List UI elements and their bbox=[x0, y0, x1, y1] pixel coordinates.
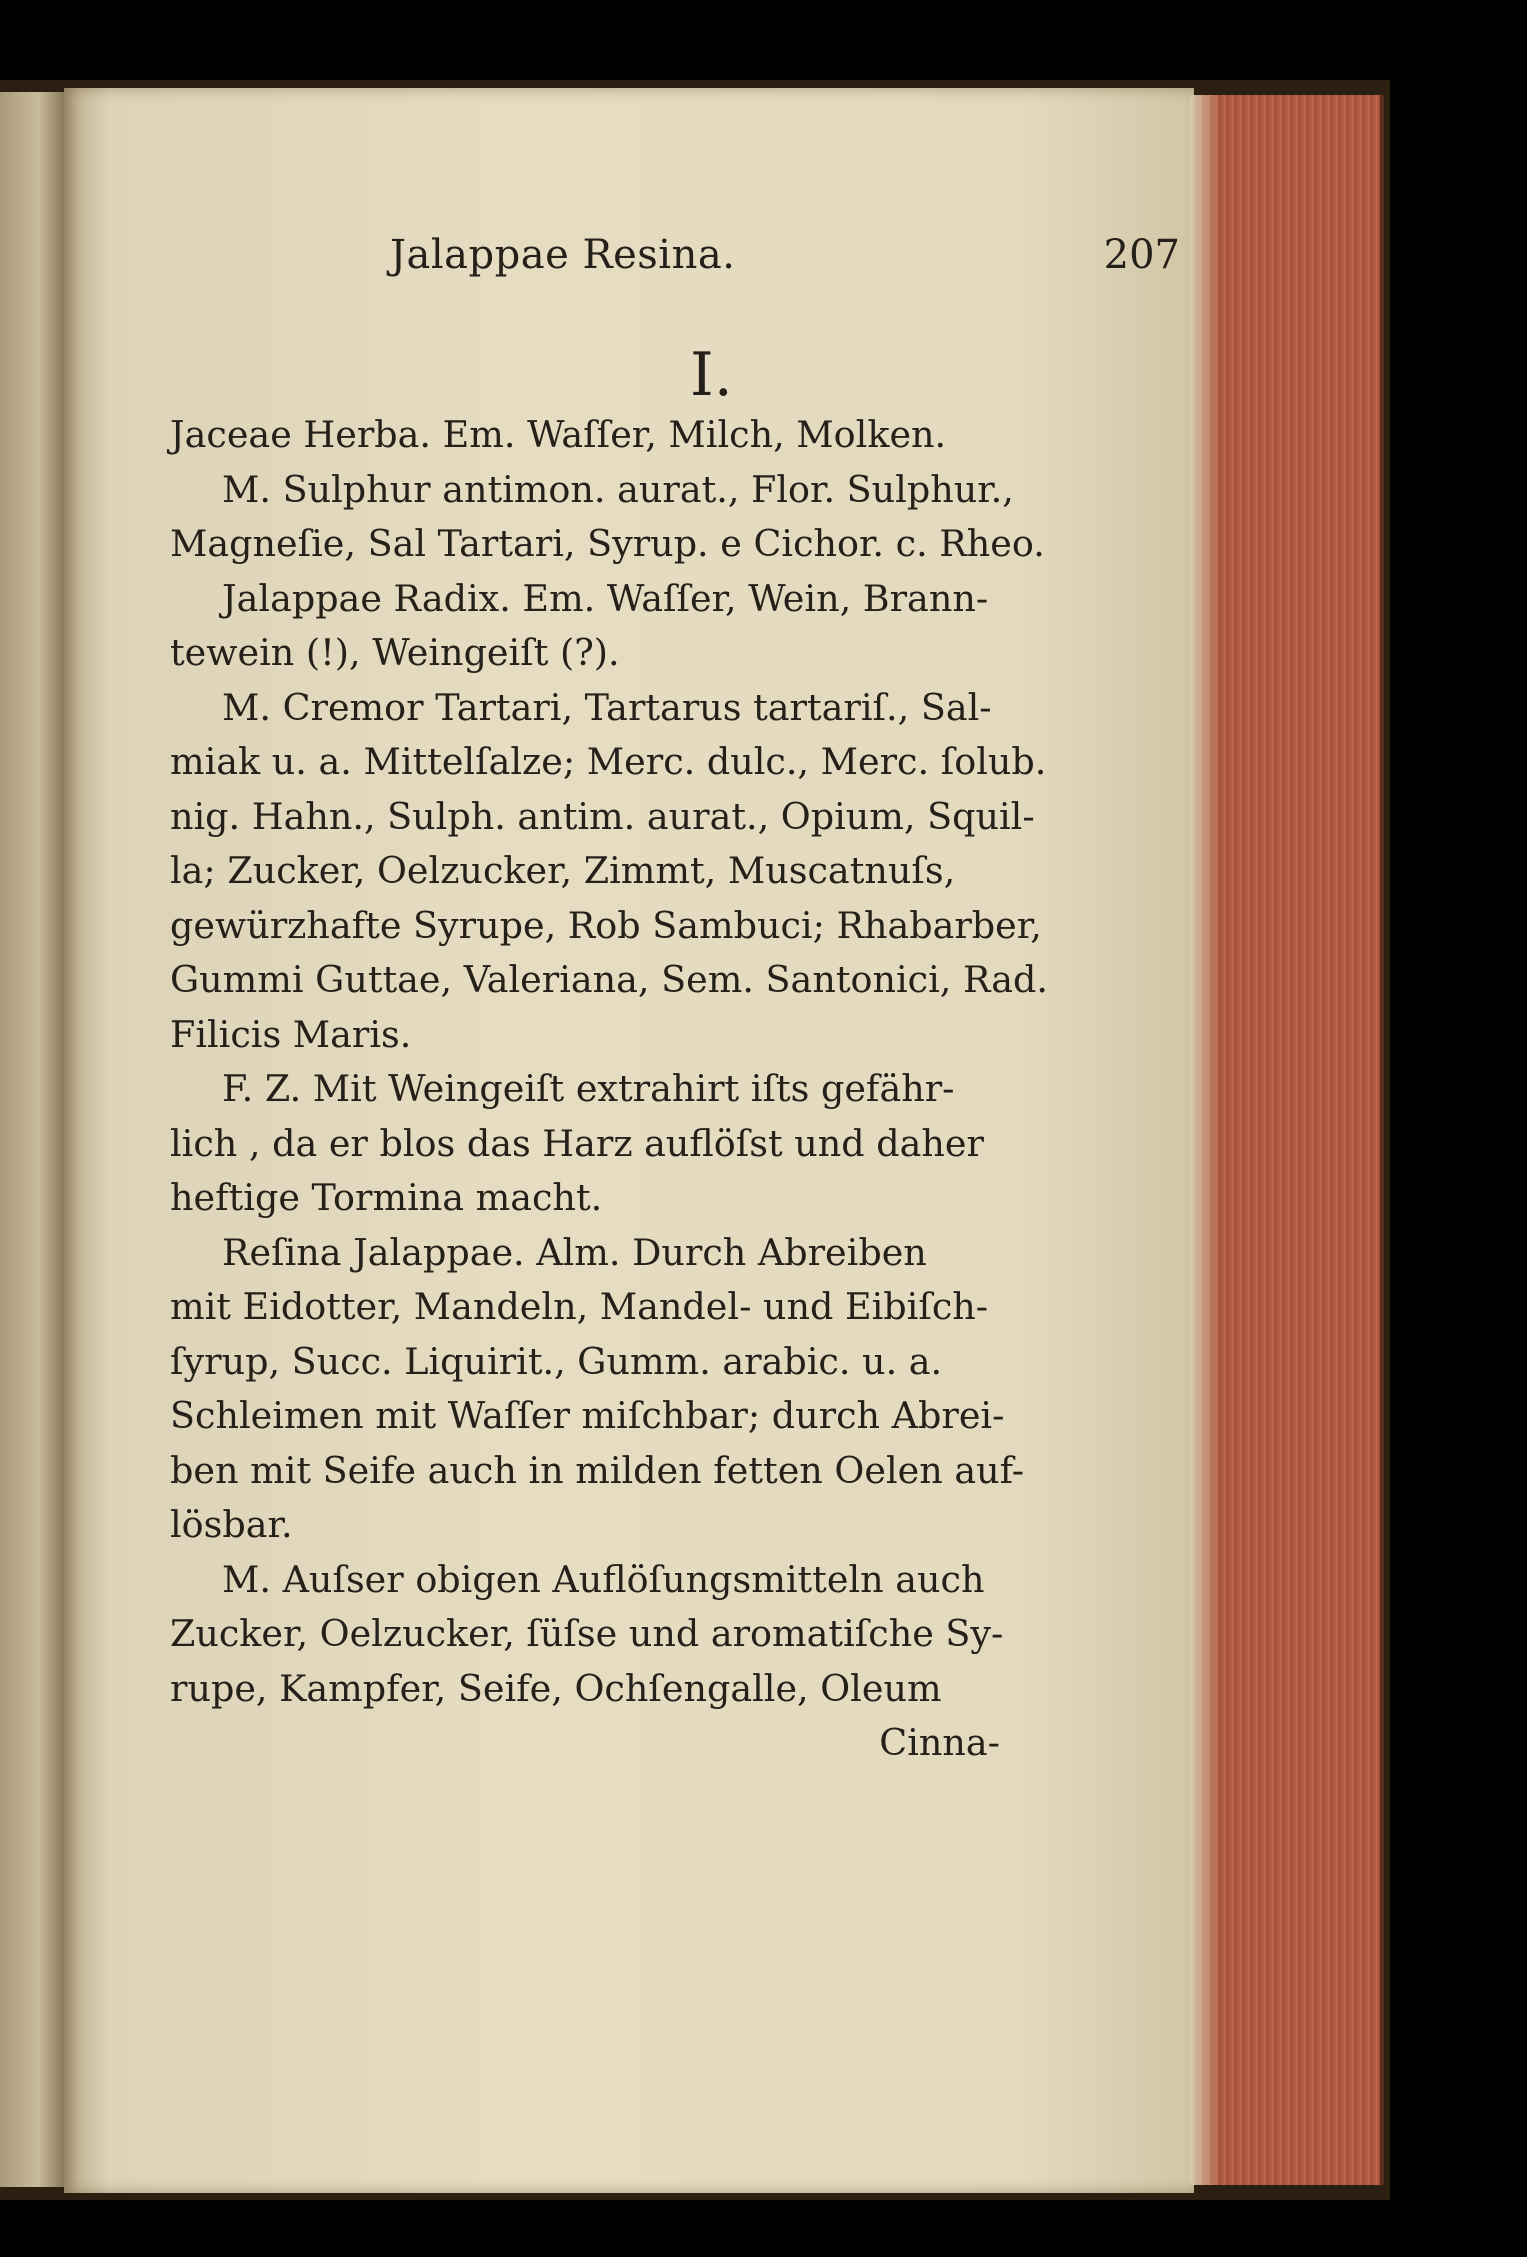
text-line: Jaceae Herba. Em. Waſſer, Milch, Molken. bbox=[170, 413, 947, 456]
catchword: Cinna- bbox=[879, 1721, 1000, 1764]
page-number: 207 bbox=[1103, 232, 1180, 278]
text-line: nig. Hahn., Sulph. antim. aurat., Opium, Squil- bbox=[170, 794, 1035, 838]
text-line: Schleimen mit Waſſer miſchbar; durch Abrei- bbox=[170, 1394, 1005, 1437]
running-header bbox=[390, 232, 1180, 292]
body-text bbox=[170, 408, 1049, 1771]
text-line: mit Eidotter, Mandeln, Mandel- und Eibiſch- bbox=[170, 1285, 989, 1328]
text-line: rupe, Kampfer, Seife, Ochſengalle, Oleum bbox=[170, 1666, 942, 1710]
text-line: M. Cremor Tartari, Tartarus tartariſ., Sal- bbox=[222, 685, 992, 729]
text-line: la; Zucker, Oelzucker, Zimmt, Muscatnuſs, bbox=[170, 849, 956, 892]
section-letter: I. bbox=[690, 340, 733, 410]
text-line: F. Z. Mit Weingeiſt extrahirt iſts gefähr- bbox=[222, 1067, 955, 1110]
page-block-edges bbox=[1190, 95, 1384, 2185]
text-line: Filicis Maris. bbox=[170, 1012, 412, 1056]
text-line: M. Sulphur antimon. aurat., Flor. Sulphur., bbox=[222, 467, 1014, 511]
text-line: ſyrup, Succ. Liquirit., Gumm. arabic. u. a. bbox=[170, 1339, 943, 1383]
text-line: Zucker, Oelzucker, ſüſse und aromatiſche Sy- bbox=[170, 1612, 1004, 1655]
text-line: Jalappae Radix. Em. Waſſer, Wein, Brann- bbox=[222, 576, 989, 620]
page-text bbox=[170, 0, 1180, 2257]
text-line: heftige Tormina macht. bbox=[170, 1176, 603, 1219]
text-line: M. Auſser obigen Auflöſungsmitteln auch bbox=[222, 1557, 985, 1601]
text-line: Magneſie, Sal Tartari, Syrup. e Cichor. c. Rheo. bbox=[170, 522, 1045, 565]
previous-page-edge bbox=[0, 92, 64, 2187]
text-line: ben mit Seife auch in milden fetten Oelen auf- bbox=[170, 1448, 1025, 1492]
text-line: tewein (!), Weingeiſt (?). bbox=[170, 631, 620, 674]
text-line: gewürzhafte Syrupe, Rob Sambuci; Rhabarber, bbox=[170, 903, 1042, 947]
text-line: Reſina Jalappae. Alm. Durch Abreiben bbox=[222, 1230, 927, 1274]
text-line: lich , da er blos das Harz auflöſst und daher bbox=[170, 1121, 984, 1165]
text-line: miak u. a. Mittelſalze; Merc. dulc., Merc. ſolub. bbox=[170, 740, 1047, 783]
text-line: lösbar. bbox=[170, 1503, 293, 1546]
text-line: Gummi Guttae, Valeriana, Sem. Santonici, Rad. bbox=[170, 958, 1049, 1001]
running-title: Jalappae Resina. bbox=[390, 232, 736, 278]
